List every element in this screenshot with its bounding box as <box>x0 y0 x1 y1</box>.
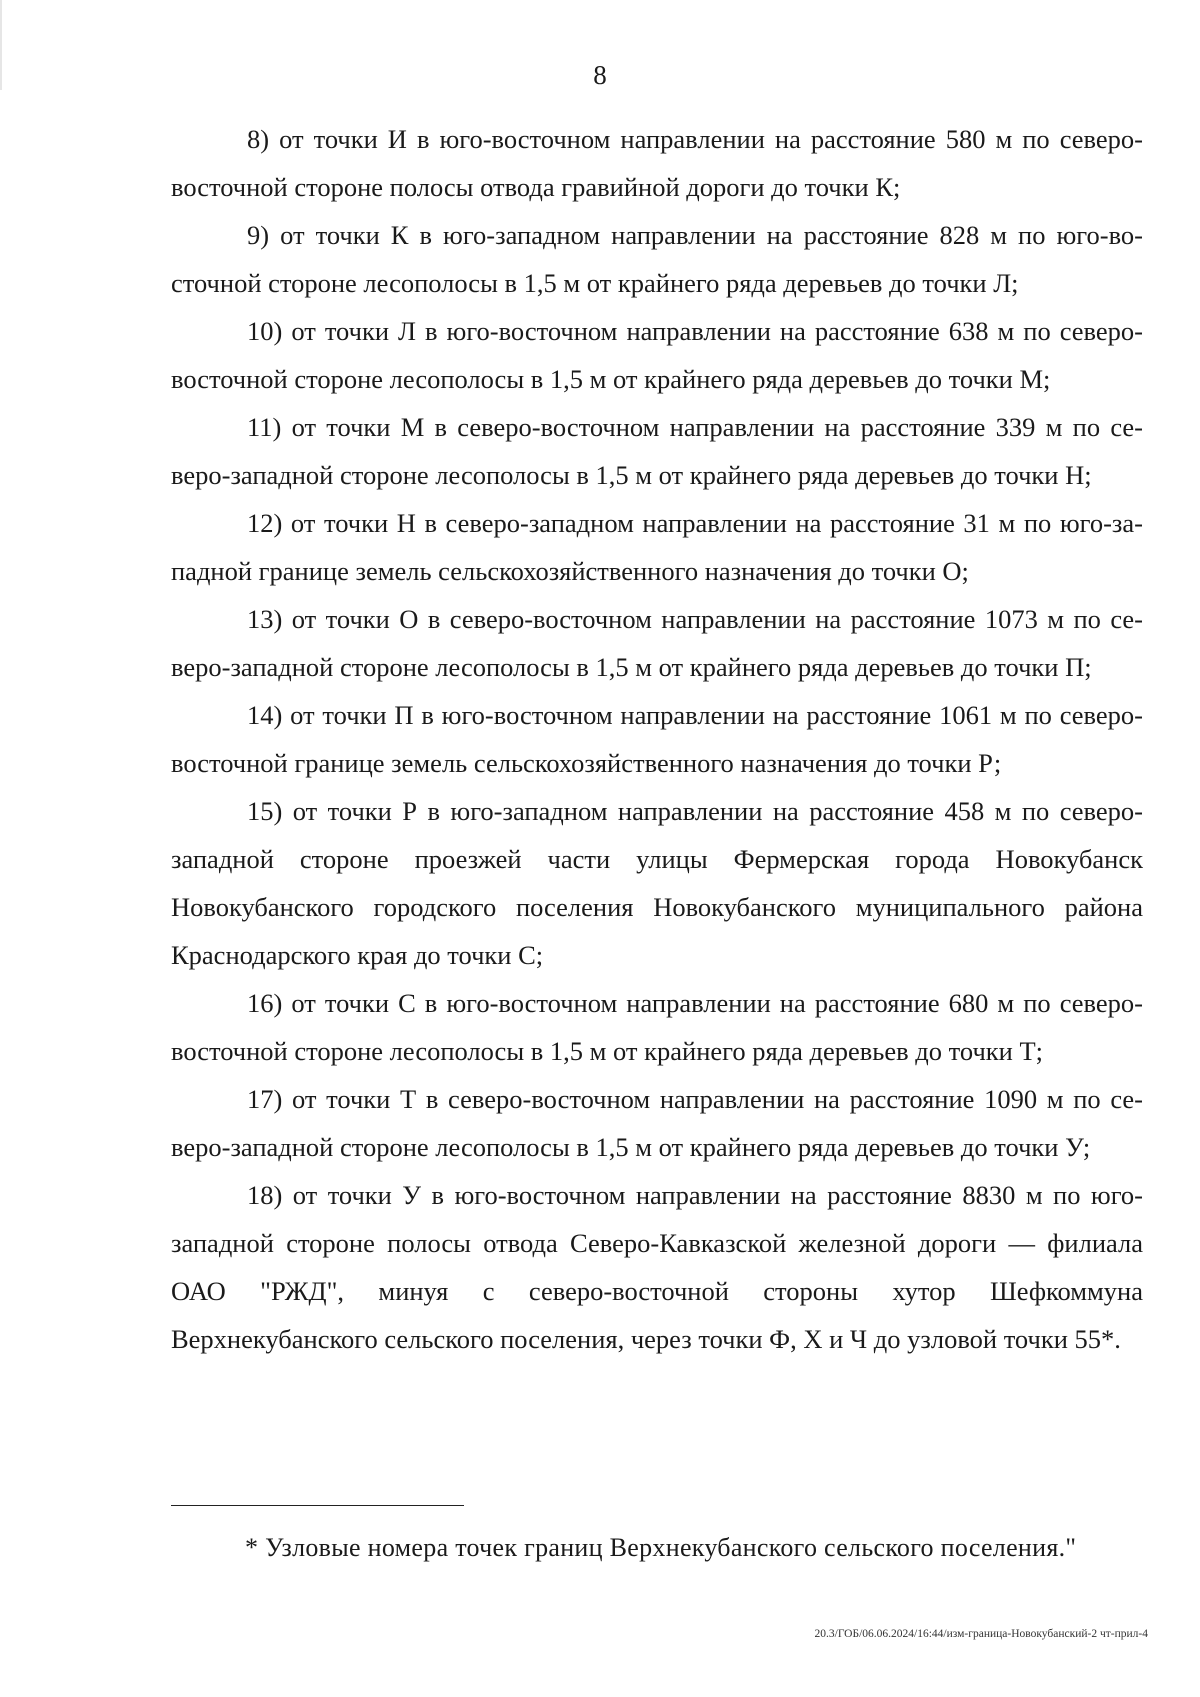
footnote: * Узловые номера точек границ Верхнекубанского сельского поселения." <box>245 1533 1077 1562</box>
paragraph-point-9: 9) от точки К в юго-западном направлении на расстояние 828 м по юго-восточной стороне лесополосы в 1,5 м от крайнего ряда деревьев до точки Л; <box>171 220 1143 298</box>
paragraph-point-15: 15) от точки Р в юго-западном направлении на расстояние 458 м по северо-западной стороне проезжей части улицы Фермерская города Новокубанск Новокубанского городского поселения Новокубанского муниципального района Краснодарского края до точки С; <box>171 796 1143 970</box>
paragraph-point-18: 18) от точки У в юго-восточном направлении на расстояние 8830 м по юго-западной стороне полосы отвода Северо-Кавказской железной дороги — филиала ОАО "РЖД", минуя с северо-восточной стороны хутор Шефкоммуна Верхнекубанского сельского поселения, через точки Ф, Х и Ч до узловой точки 55*. <box>171 1180 1143 1354</box>
footnote-divider <box>171 1505 464 1506</box>
paragraph-point-13: 13) от точки О в северо-восточном направлении на расстояние 1073 м по северо-западной стороне лесополосы в 1,5 м от крайнего ряда деревьев до точки П; <box>171 604 1143 682</box>
paragraph-point-11: 11) от точки М в северо-восточном направлении на расстояние 339 м по северо-западной стороне лесополосы в 1,5 м от крайнего ряда деревьев до точки Н; <box>171 412 1143 490</box>
page-number: 8 <box>593 60 607 90</box>
paragraph-point-12: 12) от точки Н в северо-западном направлении на расстояние 31 м по юго-западной границе земель сельскохозяйственного назначения до точки О; <box>171 508 1143 586</box>
paragraph-point-10: 10) от точки Л в юго-восточном направлении на расстояние 638 м по северо-восточной стороне лесополосы в 1,5 м от крайнего ряда деревьев до точки М; <box>171 316 1143 394</box>
paragraph-point-17: 17) от точки Т в северо-восточном направлении на расстояние 1090 м по северо-западной стороне лесополосы в 1,5 м от крайнего ряда деревьев до точки У; <box>171 1084 1143 1162</box>
paragraph-point-16: 16) от точки С в юго-восточном направлении на расстояние 680 м по северо-восточной стороне лесополосы в 1,5 м от крайнего ряда деревьев до точки Т; <box>171 988 1143 1066</box>
boundary-description <box>171 115 1143 1363</box>
paragraph-point-14: 14) от точки П в юго-восточном направлении на расстояние 1061 м по северо-восточной границе земель сельскохозяйственного назначения до точки Р; <box>171 700 1143 778</box>
paragraph-point-8: 8) от точки И в юго-восточном направлении на расстояние 580 м по северо-восточной стороне полосы отвода гравийной дороги до точки К; <box>171 124 1143 202</box>
document-stamp: 20.3/ГОБ/06.06.2024/16:44/изм-граница-Новокубанский-2 чт-прил-4 <box>814 1628 1148 1640</box>
